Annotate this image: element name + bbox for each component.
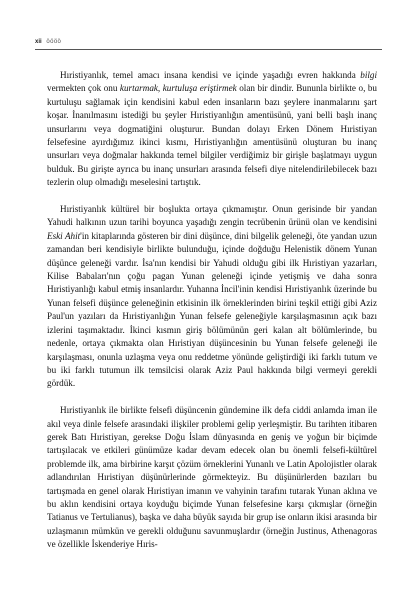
running-header-label: öööö — [46, 39, 62, 45]
text-run: 'in kitaplarında gösteren bir dini düşünce, dini bilgelik geleneği, öte yandan uzun zamandan beri kendisiyle birlikte bulunduğu, içinde doğduğu Helenistik dönem Yunan düşünce geleneği vardır. İsa'nın kendisi bir Yahudi olduğu gibi ilk Hıristiyan yazarları, Kilise Babaları'nın çoğu pagan Yunan geleneği içinde yetişmiş ve daha sonra Hıristiyanlığı kabul etmiş insanlardır. Yuhanna İncil'inin kendisi Hıristiyanlık üzerinde bu Yunan felsefi düşünce geleneğinin etkisinin ilk örneklerinden birini teşkil ettiği gibi Aziz Paul'un yazıları da Hıristiyanlığın Yunan felsefe geleneğiyle karşılaşmasının açık bazı izlerini taşımaktadır. İkinci kısmın giriş bölümünün geri kalan alt bölümlerinde, bu nedenle, ortaya çıkmakta olan Hıristiyan düşüncesinin bu Yunan felsefe geleneği ile karşılaşması, onunla uzlaşma veya onu reddetme yönünde geliştirdiği iki farklı tutum ve bu iki farklı tutumun ilk temsilcisi olarak Aziz Paul hakkında bilgi vermeyi gerekli gördük. — [47, 230, 377, 389]
italic-term: kurtarmak, kurtuluşa eriştirmek — [119, 83, 237, 94]
text-run: Hıristiyanlık, temel amacı insana kendisi ve içinde yaşadığı evren hakkında — [60, 70, 361, 80]
header-rule — [35, 49, 382, 50]
paragraph-1 — [47, 69, 377, 190]
page-number: xii — [35, 39, 42, 45]
italic-term: bilgi — [360, 70, 377, 80]
running-header — [35, 37, 382, 47]
paragraph-3 — [47, 404, 377, 551]
italic-term: Eski Ahit — [47, 230, 81, 241]
text-run: Hıristiyanlık ile birlikte felsefi düşüncenin gündemine ilk defa ciddi anlamda iman ile akıl veya dinle felsefe arasındaki ilişkiler problemi gelip yerleşmiştir. Bu tarihten itibaren gerek Batı Hıristiyan, gerekse Doğu İslam dünyasında en geniş ve yoğun bir biçimde tartışılacak ve etkileri günümüze kadar devam edecek olan bu önemli felsefi-kültürel problemde ilk, ama birbirine karşıt çözüm örneklerini Yunanlı ve Latin Apolojistler olarak adlandırılan Hıristiyan düşünürlerinde görmekteyiz. Bu düşünürlerden bazıları bu tartışmada en genel olarak Hıristiyan imanın ve vahyinin tarafını tutarak Yunan aklına ve bu aklın kendisini ortaya koyduğu biçimde Yunan felsefesine karşı çıkmışlar (örneğin Tatianus ve Tertulianus), başka ve daha büyük sayıda bir grup ise onların ikisi arasında bir uzlaşmanın mümkün ve gerekli olduğunu savunmuşlardır (örneğin Justinus, Athenagoras ve özellikle İskenderiye Hıris- — [47, 405, 377, 550]
text-run: olan bir dindir. Bununla birlikte o, bu kurtuluşu sağlamak için kendisini kabul eden insanların bazı şeylere inanmalarını şart koşar. İnanılmasını istediği bu şeyler Hıristiyanlığın amentüsünü, yani belli başlı inanç unsurlarını veya dogmatiğini oluşturur. Bundan dolayı Erken Dönem Hıristiyan felsefesine ayırdığımız ikinci kısmı, Hıristiyanlığın amentüsünü oluşturan bu inanç unsurları veya doğmalar hakkında temel bilgiler verdiğimiz bir girişle başlatmayı uygun bulduk. Bu girişte ayrıca bu inanç unsurları arasında felsefi diye nitelendirilebilecek bazı tezlerin olup olmadığı meselesini tartıştık. — [47, 83, 377, 188]
body-text — [47, 69, 377, 552]
paragraph-2 — [47, 203, 377, 391]
text-run: vermekten çok onu — [47, 83, 120, 94]
text-run: Hıristiyanlık kültürel bir boşlukta ortaya çıkmamıştır. Onun gerisinde bir yandan Yahudi halkının uzun tarihi boyunca yaşadığı zengin tecrübenin ürünü olan ve kendisini — [47, 204, 377, 228]
